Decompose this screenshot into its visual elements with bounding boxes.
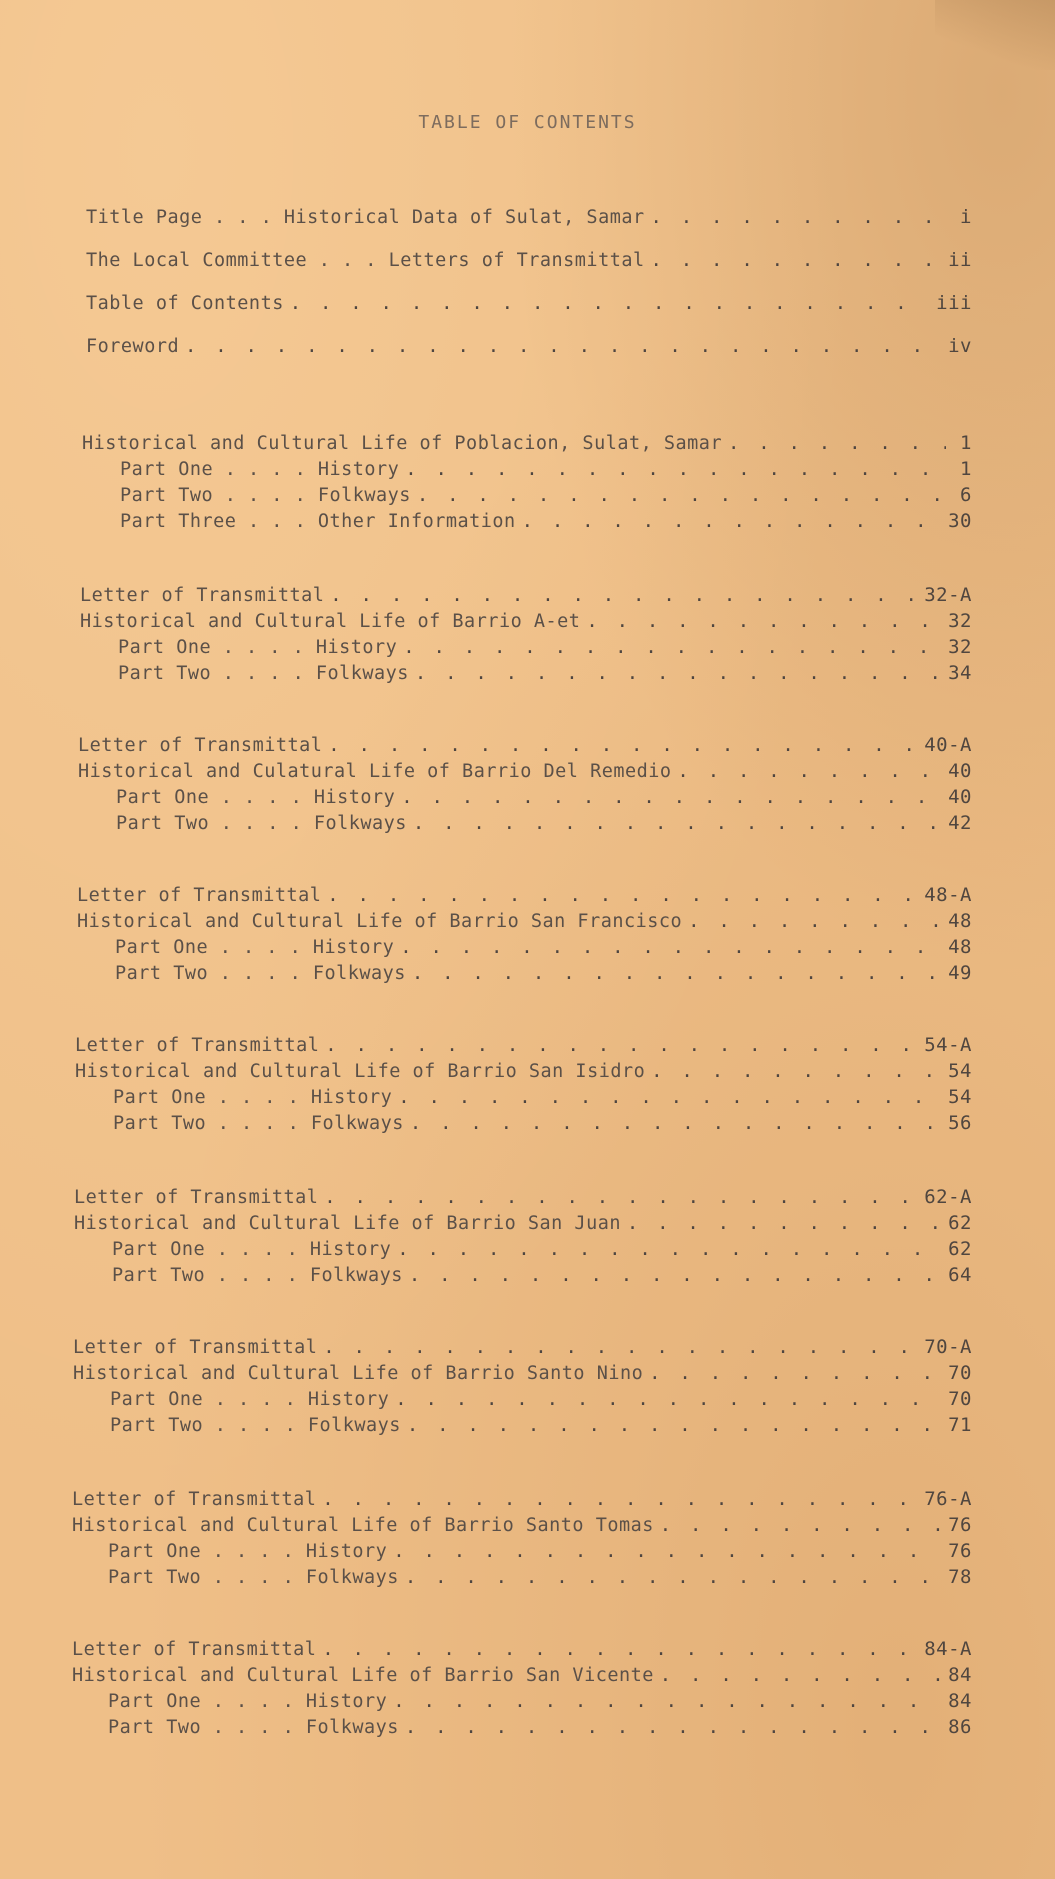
toc-entry-page-number: 42 bbox=[948, 812, 972, 834]
dot-leader bbox=[678, 761, 943, 782]
toc-entry-label: Historical and Cultural Life of Poblacion, Sulat, Samar bbox=[82, 433, 723, 454]
toc-entry-page-number: 6 bbox=[960, 484, 972, 506]
dot-leader bbox=[290, 293, 930, 314]
toc-entry-page-number: 62 bbox=[948, 1212, 972, 1234]
dot-leader bbox=[401, 787, 942, 808]
dot-leader bbox=[651, 1061, 942, 1082]
toc-entry bbox=[80, 610, 972, 632]
dot-leader bbox=[328, 735, 918, 756]
toc-entry-page-number: iii bbox=[936, 292, 972, 314]
toc-entry-label: The Local Committee . . . Letters of Transmittal bbox=[86, 250, 645, 271]
toc-entry-label: Part One . . . . History bbox=[110, 1389, 390, 1410]
toc-entry-label: Letter of Transmittal bbox=[72, 1639, 317, 1660]
toc-entry-label: Letter of Transmittal bbox=[72, 1489, 317, 1510]
page-title: TABLE OF CONTENTS bbox=[418, 112, 637, 133]
toc-entry bbox=[120, 484, 972, 506]
toc-entry-label: Part Two . . . . Folkways bbox=[116, 813, 407, 834]
dot-leader bbox=[403, 637, 942, 658]
toc-entry-page-number: 32 bbox=[948, 636, 972, 658]
toc-entry-page-number: 76 bbox=[948, 1540, 972, 1562]
toc-entry-label: Title Page . . . Historical Data of Sulat, Samar bbox=[86, 207, 645, 228]
toc-entry-label: Historical and Cultural Life of Barrio Santo Nino bbox=[73, 1363, 644, 1384]
toc-entry-page-number: 32-A bbox=[924, 584, 972, 606]
toc-entry-label: Letter of Transmittal bbox=[75, 1035, 320, 1056]
dot-leader bbox=[586, 611, 942, 632]
toc-entry-label: Historical and Culatural Life of Barrio Del Remedio bbox=[78, 761, 672, 782]
toc-entry bbox=[78, 734, 972, 756]
dot-leader bbox=[649, 1363, 942, 1384]
toc-entry-page-number: 40 bbox=[948, 786, 972, 808]
dot-leader bbox=[393, 1691, 942, 1712]
toc-entry bbox=[86, 206, 972, 228]
toc-entry bbox=[75, 1060, 972, 1082]
toc-entry bbox=[86, 292, 972, 314]
dot-leader bbox=[412, 963, 942, 984]
toc-entry-page-number: 40-A bbox=[924, 734, 972, 756]
dot-leader bbox=[522, 511, 942, 532]
toc-entry-page-number: 76 bbox=[948, 1514, 972, 1536]
toc-entry-label: Historical and Cultural Life of Barrio San Francisco bbox=[77, 911, 683, 932]
toc-entry-page-number: 78 bbox=[948, 1566, 972, 1588]
toc-entry-page-number: ii bbox=[948, 249, 972, 271]
toc-entry-page-number: 86 bbox=[948, 1716, 972, 1738]
dot-leader bbox=[322, 1489, 918, 1510]
toc-entry bbox=[86, 249, 972, 271]
toc-entry-page-number: i bbox=[960, 206, 972, 228]
toc-entry bbox=[116, 786, 972, 808]
dot-leader bbox=[405, 1567, 942, 1588]
toc-entry-page-number: 84 bbox=[948, 1690, 972, 1712]
toc-entry-label: Part One . . . . History bbox=[115, 937, 395, 958]
toc-entry-label: Part One . . . . History bbox=[118, 637, 398, 658]
toc-entry-label: Foreword bbox=[86, 336, 180, 357]
toc-entry bbox=[73, 1336, 972, 1358]
toc-entry-page-number: 54-A bbox=[924, 1034, 972, 1056]
toc-entry bbox=[110, 1414, 972, 1436]
toc-entry-page-number: 54 bbox=[948, 1086, 972, 1108]
toc-entry-page-number: 48-A bbox=[924, 884, 972, 906]
toc-entry bbox=[110, 1388, 972, 1410]
toc-entry-page-number: 32 bbox=[948, 610, 972, 632]
toc-entry-label: Historical and Cultural Life of Barrio San Juan bbox=[74, 1213, 621, 1234]
dot-leader bbox=[660, 1665, 942, 1686]
dot-leader bbox=[651, 250, 942, 271]
toc-entry-page-number: 48 bbox=[948, 910, 972, 932]
toc-entry bbox=[108, 1716, 972, 1738]
dot-leader bbox=[398, 1087, 942, 1108]
toc-entry-page-number: 64 bbox=[948, 1264, 972, 1286]
toc-entry bbox=[82, 432, 972, 454]
toc-entry-page-number: 76-A bbox=[924, 1488, 972, 1510]
dot-leader bbox=[323, 1337, 918, 1358]
toc-entry-label: Part Three . . . Other Information bbox=[120, 511, 516, 532]
toc-entry-label: Part Two . . . . Folkways bbox=[112, 1265, 403, 1286]
dot-leader bbox=[322, 1639, 918, 1660]
toc-entry-page-number: 70 bbox=[948, 1388, 972, 1410]
toc-entry-label: Part Two . . . . Folkways bbox=[118, 663, 409, 684]
toc-entry-page-number: 62 bbox=[948, 1238, 972, 1260]
paper-fold-mark bbox=[935, 0, 1055, 70]
toc-entry-label: Part Two . . . . Folkways bbox=[120, 485, 411, 506]
toc-entry-label: Part Two . . . . Folkways bbox=[108, 1567, 399, 1588]
toc-entry bbox=[120, 510, 972, 532]
toc-entry-label: Letter of Transmittal bbox=[73, 1337, 318, 1358]
toc-entry-label: Part One . . . . History bbox=[108, 1691, 388, 1712]
toc-entry bbox=[75, 1034, 972, 1056]
toc-entry-page-number: 70 bbox=[948, 1362, 972, 1384]
toc-entry bbox=[120, 458, 972, 480]
toc-entry bbox=[112, 1238, 972, 1260]
toc-entry-label: Historical and Cultural Life of Barrio San Vicente bbox=[72, 1665, 654, 1686]
toc-entry-label: Part Two . . . . Folkways bbox=[115, 963, 406, 984]
toc-entry-label: Part Two . . . . Folkways bbox=[110, 1415, 401, 1436]
toc-entry-page-number: 70-A bbox=[924, 1336, 972, 1358]
dot-leader bbox=[688, 911, 942, 932]
toc-entry-label: Part One . . . . History bbox=[116, 787, 396, 808]
dot-leader bbox=[405, 1717, 942, 1738]
toc-entry bbox=[118, 662, 972, 684]
toc-entry-page-number: 48 bbox=[948, 936, 972, 958]
dot-leader bbox=[413, 813, 942, 834]
toc-entry-label: Part Two . . . . Folkways bbox=[108, 1717, 399, 1738]
toc-entry-page-number: 34 bbox=[948, 662, 972, 684]
toc-entry-label: Part Two . . . . Folkways bbox=[113, 1113, 404, 1134]
dot-leader bbox=[405, 459, 946, 480]
toc-entry bbox=[72, 1664, 972, 1686]
dot-leader bbox=[393, 1541, 942, 1562]
toc-entry bbox=[108, 1690, 972, 1712]
toc-entry-label: Historical and Cultural Life of Barrio San Isidro bbox=[75, 1061, 646, 1082]
toc-entry bbox=[112, 1264, 972, 1286]
dot-leader bbox=[400, 937, 942, 958]
toc-entry bbox=[115, 962, 972, 984]
toc-entry-label: Historical and Cultural Life of Barrio A-et bbox=[80, 611, 581, 632]
toc-entry-label: Part One . . . . History bbox=[112, 1239, 392, 1260]
dot-leader bbox=[325, 1035, 918, 1056]
toc-entry-label: Part One . . . . History bbox=[108, 1541, 388, 1562]
toc-entry bbox=[74, 1212, 972, 1234]
dot-leader bbox=[327, 885, 918, 906]
dot-leader bbox=[407, 1415, 942, 1436]
toc-entry bbox=[78, 760, 972, 782]
dot-leader bbox=[660, 1515, 942, 1536]
toc-entry bbox=[72, 1514, 972, 1536]
dot-leader bbox=[627, 1213, 942, 1234]
toc-entry bbox=[77, 884, 972, 906]
toc-entry-page-number: 62-A bbox=[924, 1186, 972, 1208]
toc-entry-page-number: 84-A bbox=[924, 1638, 972, 1660]
toc-entry-page-number: 54 bbox=[948, 1060, 972, 1082]
toc-entry bbox=[74, 1186, 972, 1208]
toc-entry bbox=[86, 335, 972, 357]
dot-leader bbox=[410, 1113, 942, 1134]
toc-entry-label: Part One . . . . History bbox=[120, 459, 400, 480]
toc-entry-label: Letter of Transmittal bbox=[80, 585, 325, 606]
toc-entry bbox=[113, 1086, 972, 1108]
dot-leader bbox=[415, 663, 942, 684]
dot-leader bbox=[651, 207, 946, 228]
dot-leader bbox=[185, 336, 942, 357]
toc-entry bbox=[118, 636, 972, 658]
toc-entry bbox=[113, 1112, 972, 1134]
dot-leader bbox=[409, 1265, 942, 1286]
toc-entry bbox=[115, 936, 972, 958]
toc-entry-page-number: 49 bbox=[948, 962, 972, 984]
dot-leader bbox=[324, 1187, 918, 1208]
toc-entry-page-number: 40 bbox=[948, 760, 972, 782]
toc-entry-label: Table of Contents bbox=[86, 293, 284, 314]
toc-entry bbox=[116, 812, 972, 834]
toc-entry bbox=[73, 1362, 972, 1384]
toc-entry-label: Historical and Cultural Life of Barrio Santo Tomas bbox=[72, 1515, 654, 1536]
toc-entry bbox=[108, 1540, 972, 1562]
dot-leader bbox=[395, 1389, 942, 1410]
toc-entry-page-number: 84 bbox=[948, 1664, 972, 1686]
dot-leader bbox=[397, 1239, 942, 1260]
toc-entry bbox=[108, 1566, 972, 1588]
dot-leader bbox=[417, 485, 946, 506]
dot-leader bbox=[330, 585, 918, 606]
toc-entry bbox=[80, 584, 972, 606]
toc-entry bbox=[72, 1488, 972, 1510]
toc-entry-page-number: 1 bbox=[960, 432, 972, 454]
toc-entry-label: Letter of Transmittal bbox=[74, 1187, 319, 1208]
toc-entry-page-number: 30 bbox=[948, 510, 972, 532]
toc-entry-page-number: iv bbox=[948, 335, 972, 357]
toc-entry-page-number: 56 bbox=[948, 1112, 972, 1134]
toc-entry-label: Part One . . . . History bbox=[113, 1087, 393, 1108]
toc-entry-label: Letter of Transmittal bbox=[77, 885, 322, 906]
toc-entry-label: Letter of Transmittal bbox=[78, 735, 323, 756]
toc-entry bbox=[72, 1638, 972, 1660]
toc-entry bbox=[77, 910, 972, 932]
toc-entry-page-number: 1 bbox=[960, 458, 972, 480]
toc-entry-page-number: 71 bbox=[948, 1414, 972, 1436]
dot-leader bbox=[728, 433, 946, 454]
